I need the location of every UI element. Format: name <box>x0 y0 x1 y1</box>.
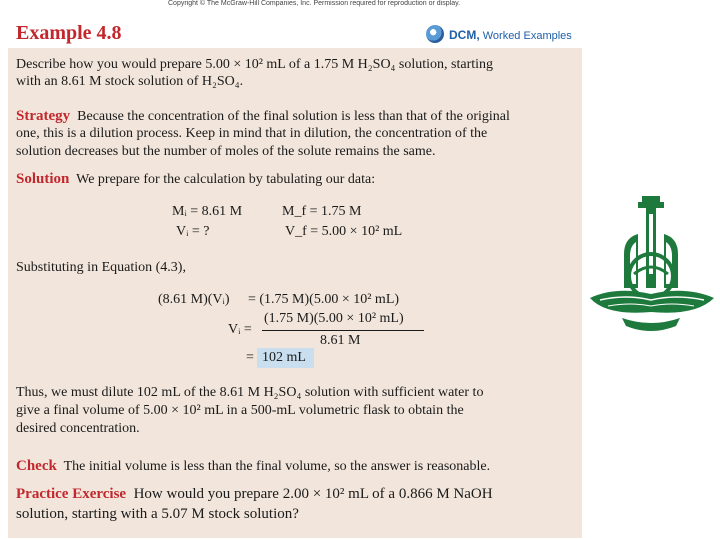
conclusion-line-2: give a final volume of 5.00 × 10² mL in a 500-mL volumetric flask to obtain the <box>16 403 464 418</box>
university-logo-icon <box>586 194 716 344</box>
example-title: Example 4.8 <box>16 22 122 44</box>
dcm-label: DCM, <box>449 28 480 42</box>
solution-label: Solution <box>16 171 70 187</box>
strategy-label: Strategy <box>16 108 71 124</box>
answer-value: 102 mL <box>262 350 306 365</box>
strategy-line-1 <box>16 107 510 126</box>
cd-icon <box>426 25 444 43</box>
strategy-line-3: solution decreases but the number of moles of the solute remains the same. <box>16 144 436 159</box>
practice-line-1 <box>16 485 493 503</box>
practice-text-1: How would you prepare 2.00 × 10² mL of a 0.866 M NaOH <box>133 486 493 502</box>
check-line <box>16 457 490 476</box>
solution-intro-line <box>16 170 375 189</box>
check-label: Check <box>16 458 57 474</box>
dcm-sub: Worked Examples <box>479 30 572 42</box>
eq2-left: Vᵢ = <box>228 322 252 337</box>
conclusion-line-1: Thus, we must dilute 102 mL of the 8.61 M H₂SO₄ solution with sufficient water to <box>16 385 484 400</box>
practice-line-2: solution, starting with a 5.07 M stock solution? <box>16 506 299 522</box>
eq2-numerator: (1.75 M)(5.00 × 10² mL) <box>264 311 404 326</box>
strategy-text-1: Because the concentration of the final solution is less than that of the original <box>77 109 510 124</box>
mi-value: Mᵢ = 8.61 M <box>172 204 243 219</box>
practice-label: Practice Exercise <box>16 486 127 502</box>
vi-value: Vᵢ = ? <box>176 224 210 239</box>
mf-value: M_f = 1.75 M <box>282 204 362 219</box>
dcm-worked-examples <box>449 28 572 42</box>
conclusion-line-3: desired concentration. <box>16 421 140 436</box>
copyright-notice: Copyright © The McGraw-Hill Companies, Inc. Permission required for reproduction or display. <box>168 0 461 7</box>
fraction-bar <box>262 330 424 331</box>
problem-line-1: Describe how you would prepare 5.00 × 10² mL of a 1.75 M H₂SO₄ solution, starting <box>16 57 494 72</box>
eq1-left: (8.61 M)(Vᵢ) <box>158 292 230 307</box>
eq3-equals: = <box>246 350 254 365</box>
problem-line-2: with an 8.61 M stock solution of H₂SO₄. <box>16 74 244 89</box>
vf-value: V_f = 5.00 × 10² mL <box>285 224 403 239</box>
check-text: The initial volume is less than the final volume, so the answer is reasonable. <box>63 459 491 474</box>
eq1-right: = (1.75 M)(5.00 × 10² mL) <box>248 292 400 307</box>
solution-intro: We prepare for the calculation by tabulating our data: <box>76 172 376 187</box>
strategy-line-2: one, this is a dilution process. Keep in mind that in dilution, the concentration of the <box>16 126 488 141</box>
substituting-text: Substituting in Equation (4.3), <box>16 260 186 275</box>
eq2-denominator: 8.61 M <box>320 333 361 348</box>
